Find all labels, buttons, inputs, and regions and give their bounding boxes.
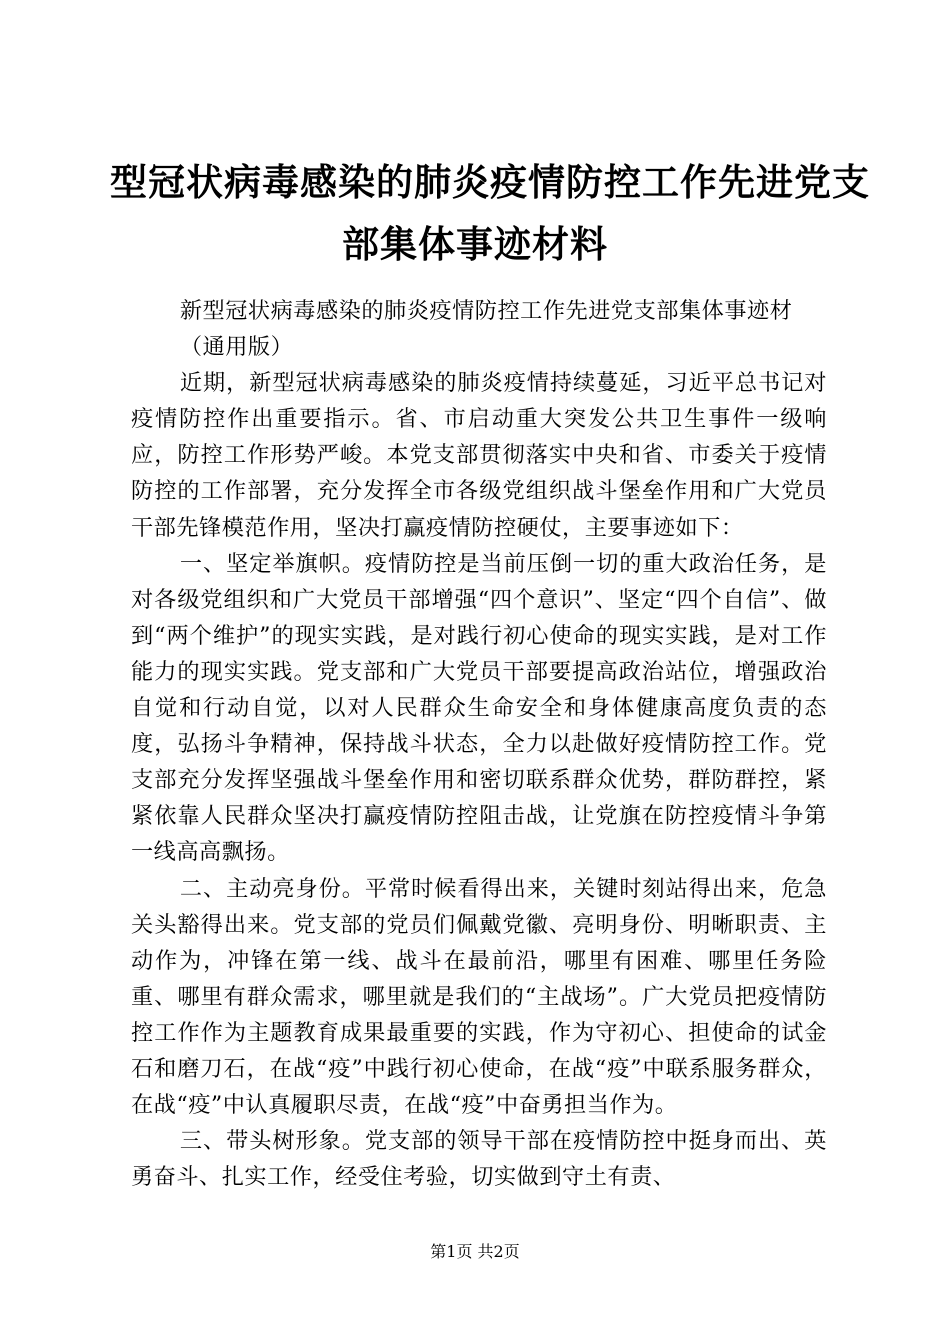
paragraph-edition: （通用版）	[179, 334, 294, 361]
paragraph-subtitle: 新型冠状病毒感染的肺炎疫情防控工作先进党支部集体事迹材	[179, 298, 793, 324]
page-footer: 第1页 共2页	[430, 1242, 520, 1261]
document-title-line-2: 部集体事迹材料	[342, 222, 608, 266]
paragraph-section-1: 一、坚定举旗帜。疫情防控是当前压倒一切的重大政治任务，是对各级党组织和广大党员干部增强“四个意识”、坚定“四个自信”、做到“两个维护”的现实实践，是对践行初心使命的现实实践，是对工作能力的现实实践。党支部和广大党员干部要提高政治站位，增强政治自觉和行动自觉，以对人民群众生命安全和身体健康高度负责的态度，弘扬斗争精神，保持战斗状态，全力以赴做好疫情防控工作。党支部充分发挥坚强战斗堡垒作用和密切联系群众优势，群防群控，紧紧依靠人民群众坚决打赢疫情防控阻击战，让党旗在防控疫情斗争第一线高高飘扬。	[131, 550, 827, 866]
paragraph-section-3: 三、带头树形象。党支部的领导干部在疫情防控中挺身而出、英勇奋斗、扎实工作，经受住考验，切实做到守土有责、	[131, 1128, 827, 1191]
document-body	[131, 293, 827, 1195]
document-title-line-1: 型冠状病毒感染的肺炎疫情防控工作先进党支	[110, 160, 870, 204]
paragraph-section-2: 二、主动亮身份。平常时候看得出来，关键时刻站得出来，危急关头豁得出来。党支部的党员们佩戴党徽、亮明身份、明晰职责、主动作为，冲锋在第一线、战斗在最前沿，哪里有困难、哪里任务险重、哪里有群众需求，哪里就是我们的“主战场”。广大党员把疫情防控工作作为主题教育成果最重要的实践，作为守初心、担使命的试金石和磨刀石，在战“疫”中践行初心使命，在战“疫”中联系服务群众，在战“疫”中认真履职尽责，在战“疫”中奋勇担当作为。	[131, 875, 827, 1119]
paragraph-intro: 近期，新型冠状病毒感染的肺炎疫情持续蔓延，习近平总书记对疫情防控作出重要指示。省、市启动重大突发公共卫生事件一级响应，防控工作形势严峻。本党支部贯彻落实中央和省、市委关于疫情防控的工作部署，充分发挥全市各级党组织战斗堡垒作用和广大党员干部先锋模范作用，坚决打赢疫情防控硬仗，主要事迹如下：	[131, 370, 827, 541]
